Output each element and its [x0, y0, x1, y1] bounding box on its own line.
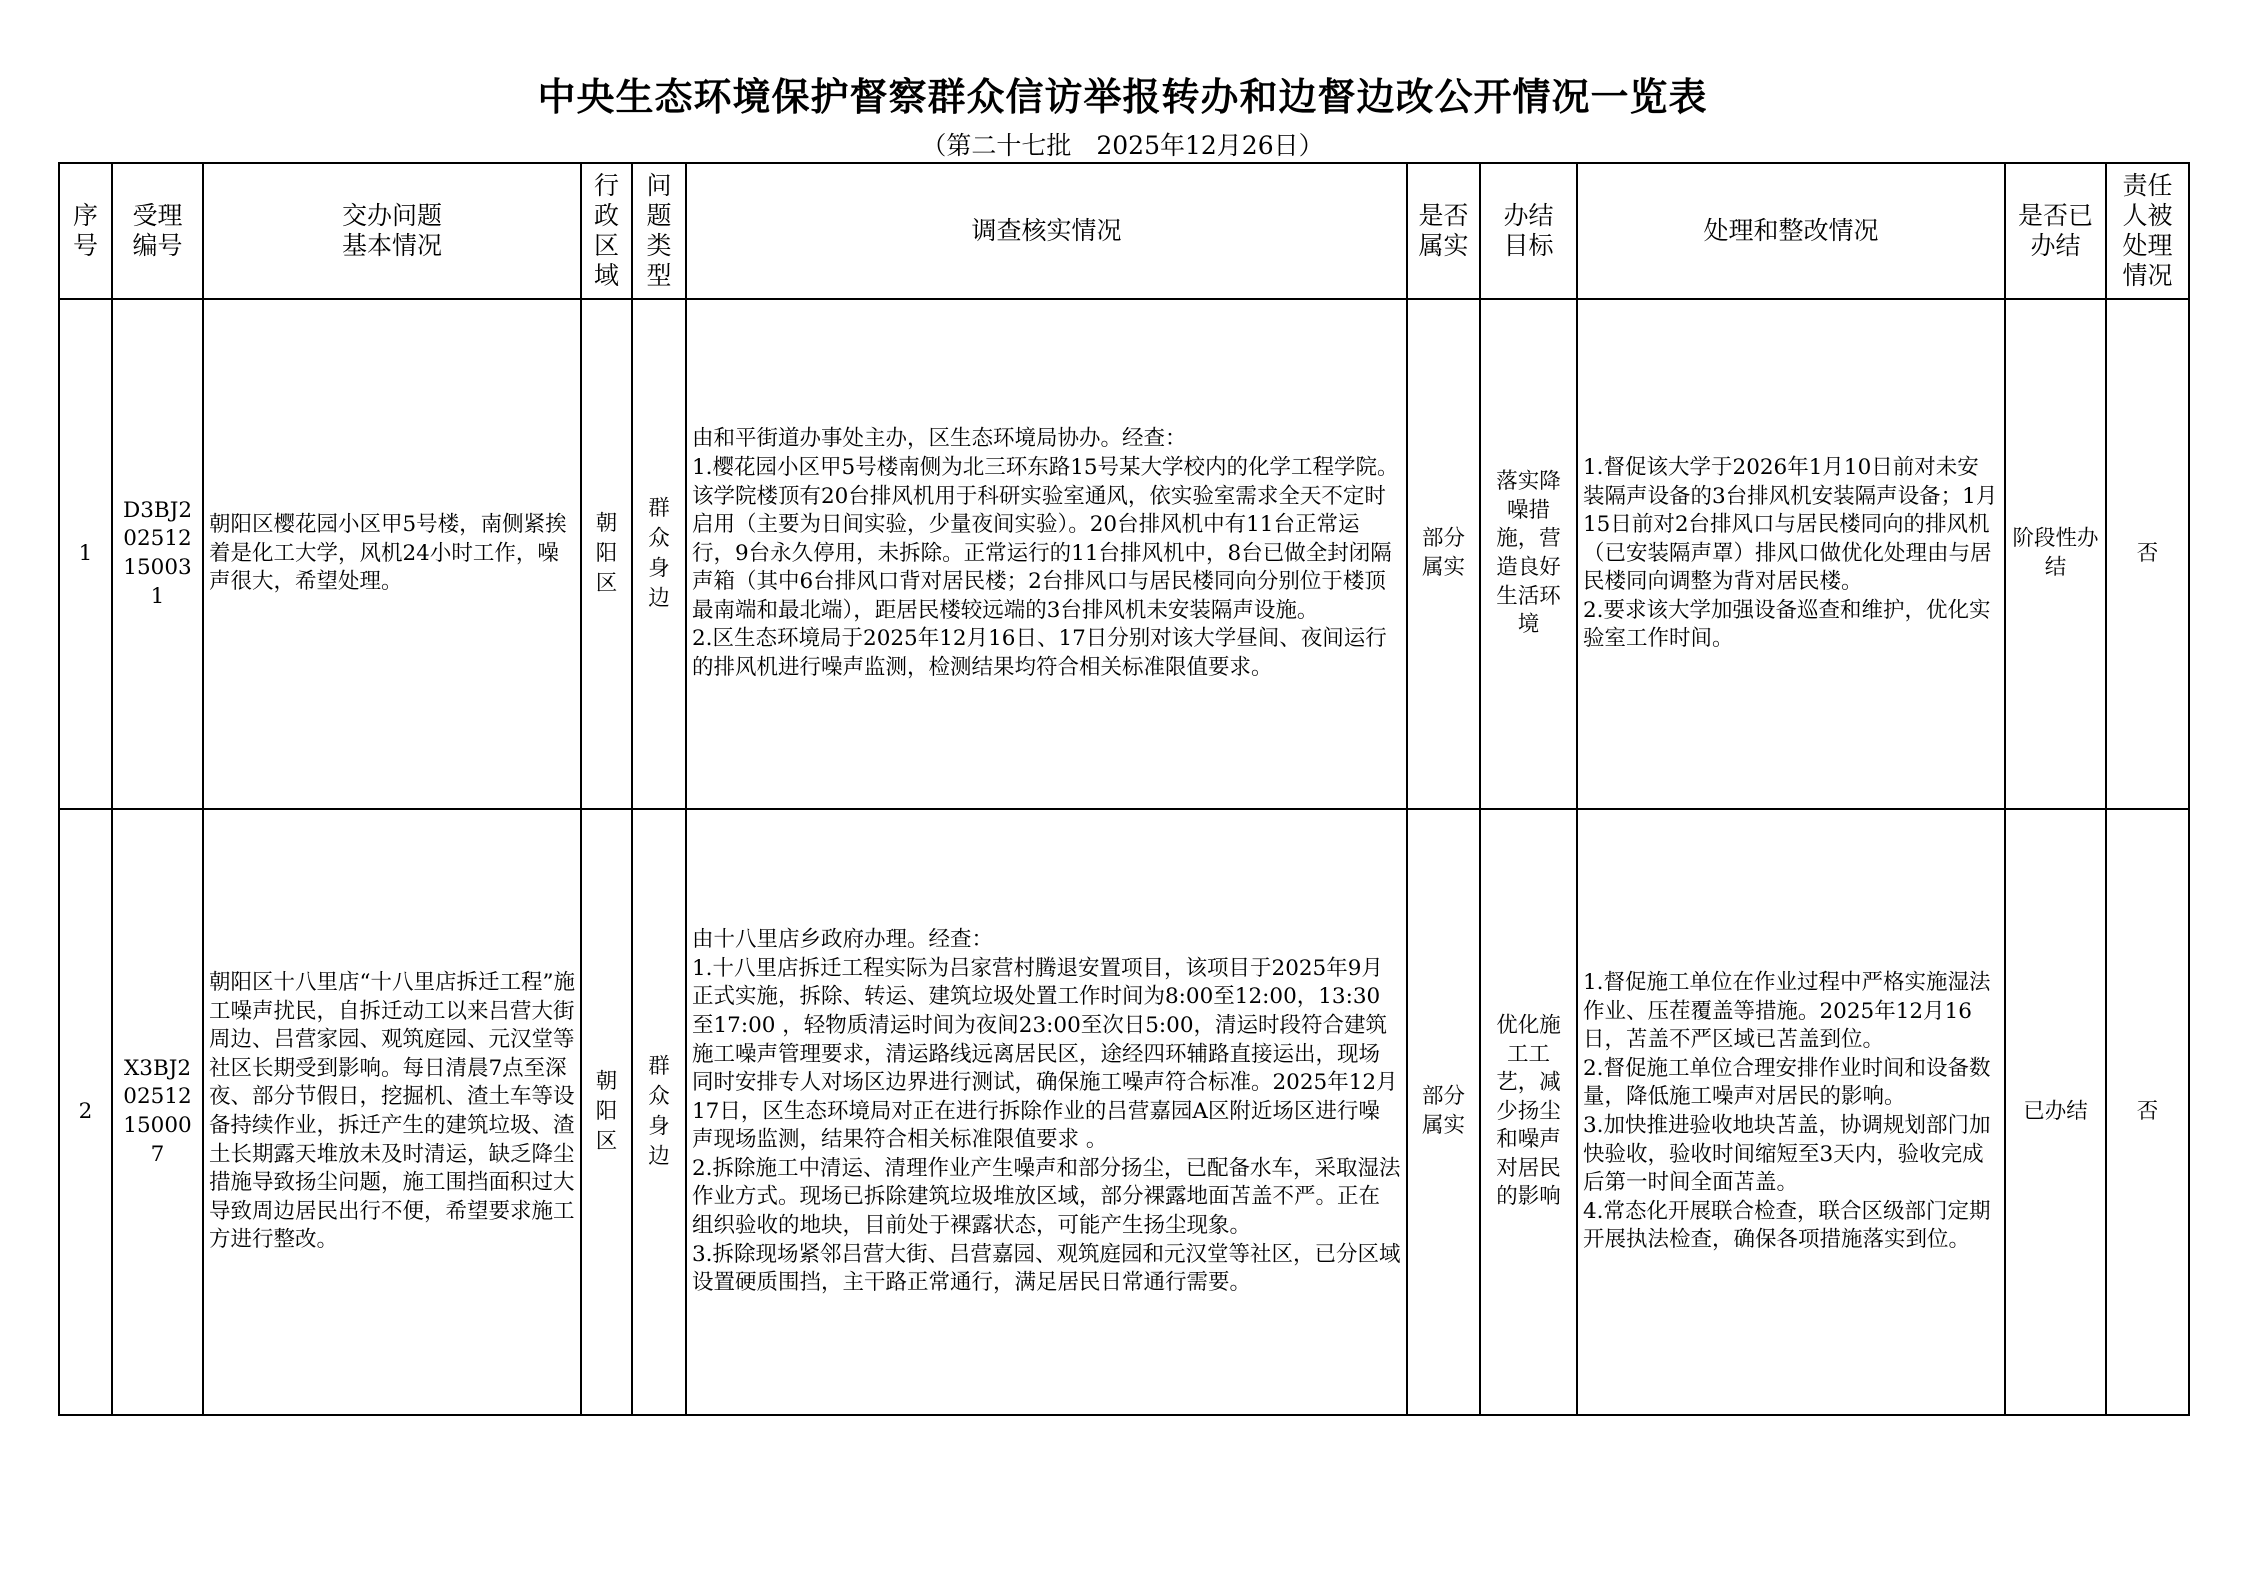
row-seq: 1 [59, 299, 112, 809]
row-closed: 已办结 [2005, 809, 2106, 1415]
header-district: 行政区域 [581, 163, 632, 299]
handling-paragraph: 1.督促该大学于2026年1月10日前对未安装隔声设备的3台排风机安装隔声设备；1月15日前对2台排风口与居民楼同向的排风机（已安装隔声罩）排风口做优化处理由与居民楼同向调整为背对居民楼。 [1583, 454, 1998, 595]
row-receipt-id: X3BJ202512150007 [112, 809, 203, 1415]
row-verified: 部分属实 [1407, 299, 1480, 809]
row-accountability: 否 [2106, 809, 2189, 1415]
row-accountability: 否 [2106, 299, 2189, 809]
handling-paragraph: 1.督促施工单位在作业过程中严格实施湿法作业、压茬覆盖等措施。2025年12月16日，苫盖不严区域已苫盖到位。 [1583, 970, 1991, 1053]
handling-paragraph: 3.加快推进验收地块苫盖，协调规划部门加快验收，验收时间缩短至3天内，验收完成后第一时间全面苫盖。 [1583, 1113, 1991, 1196]
handling-paragraph: 2.督促施工单位合理安排作业时间和设备数量，降低施工噪声对居民的影响。 [1583, 1055, 1991, 1110]
row-district: 朝阳区 [581, 299, 632, 809]
batch-subtitle: （第二十七批 2025年12月26日） [921, 131, 1324, 160]
investigation-paragraph: 2.拆除施工中清运、清理作业产生噪声和部分扬尘，已配备水车，采取湿法作业方式。现场已拆除建筑垃圾堆放区域，部分裸露地面苫盖不严。正在组织验收的地块，目前处于裸露状态，可能产生扬尘现象。 [692, 1155, 1401, 1239]
row-issue: 朝阳区十八里店“十八里店拆迁工程”施工噪声扰民，自拆迁动工以来吕营大街周边、吕营家园、观筑庭园、元汉堂等社区长期受到影响。每日清晨7点至深夜、部分节假日，挖掘机、渣土车等设备持续作业，拆迁产生的建筑垃圾、渣土长期露天堆放未及时清运，缺乏降尘措施导致扬尘问题，施工围挡面积过大导致周边居民出行不便，希望要求施工方进行整改。 [203, 809, 581, 1415]
header-accountability: 责任人被处理情况 [2106, 163, 2189, 299]
investigation-paragraph: 1.十八里店拆迁工程实际为吕家营村腾退安置项目，该项目于2025年9月正式实施，拆除、转运、建筑垃圾处置工作时间为8:00至12:00，13:30至17:00 ，轻物质清运时间为夜间23:00至次日5:00，清运时段符合建筑施工噪声管理要求，清运路线远离居民区，途经四环辅路直接运出，现场同时安排专人对场区边界进行测试，确保施工噪声符合标准。2025年12月17日，区生态环境局对正在进行拆除作业的吕营嘉园A区附近场区进行噪声现场监测，结果符合相关标准限值要求 。 [692, 955, 1398, 1153]
header-receipt-id: 受理编号 [112, 163, 203, 299]
header-investigation: 调查核实情况 [686, 163, 1407, 299]
handling-paragraph: 4.常态化开展联合检查，联合区级部门定期开展执法检查，确保各项措施落实到位。 [1583, 1198, 1991, 1253]
row-type: 群众身边 [632, 299, 686, 809]
row-investigation [686, 809, 1407, 1415]
investigation-paragraph: 1.樱花园小区甲5号楼南侧为北三环东路15号某大学校内的化学工程学院。该学院楼顶有20台排风机用于科研实验室通风，依实验室需求全天不定时启用（主要为日间实验，少量夜间实验）。20台排风机中有11台正常运行，9台永久停用，未拆除。正常运行的11台排风机中，8台已做全封闭隔声箱（其中6台排风口背对居民楼；2台排风口与居民楼同向分别位于楼顶最南端和最北端），距居民楼较远端的3台排风机未安装隔声设施。 [692, 454, 1399, 623]
investigation-paragraph: 2.区生态环境局于2025年12月16日、17日分别对该大学昼间、夜间运行的排风机进行噪声监测，检测结果均符合相关标准限值要求。 [692, 626, 1387, 681]
header-seq: 序号 [59, 163, 112, 299]
row-investigation [686, 299, 1407, 809]
row-district: 朝阳区 [581, 809, 632, 1415]
investigation-paragraph: 由和平街道办事处主办，区生态环境局协办。经查： [692, 426, 1187, 452]
row-receipt-id: D3BJ202512150031 [112, 299, 203, 809]
header-verified: 是否属实 [1407, 163, 1480, 299]
row-goal: 优化施工工艺，减少扬尘和噪声对居民的影响 [1480, 809, 1577, 1415]
header-closed: 是否已办结 [2005, 163, 2106, 299]
investigation-paragraph: 3.拆除现场紧邻吕营大街、吕营嘉园、观筑庭园和元汉堂等社区，已分区域设置硬质围挡，主干路正常通行，满足居民日常通行需要。 [692, 1241, 1401, 1296]
row-issue: 朝阳区樱花园小区甲5号楼，南侧紧挨着是化工大学，风机24小时工作，噪声很大，希望处理。 [203, 299, 581, 809]
row-goal: 落实降噪措施，营造良好生活环境 [1480, 299, 1577, 809]
row-closed: 阶段性办结 [2005, 299, 2106, 809]
row-handling [1577, 809, 2005, 1415]
header-handling: 处理和整改情况 [1577, 163, 2005, 299]
table-row [59, 809, 2189, 1415]
header-goal: 办结目标 [1480, 163, 1577, 299]
row-seq: 2 [59, 809, 112, 1415]
header-row [59, 163, 2189, 299]
investigation-paragraph: 由十八里店乡政府办理。经查： [692, 927, 994, 953]
table-row [59, 299, 2189, 809]
header-type: 问题类型 [632, 163, 686, 299]
page-title: 中央生态环境保护督察群众信访举报转办和边督边改公开情况一览表 [537, 74, 1708, 119]
header-issue: 交办问题基本情况 [203, 163, 581, 299]
petition-table [58, 162, 2190, 1416]
row-type: 群众身边 [632, 809, 686, 1415]
row-handling [1577, 299, 2005, 809]
handling-paragraph: 2.要求该大学加强设备巡查和维护，优化实验室工作时间。 [1583, 597, 1991, 652]
row-verified: 部分属实 [1407, 809, 1480, 1415]
